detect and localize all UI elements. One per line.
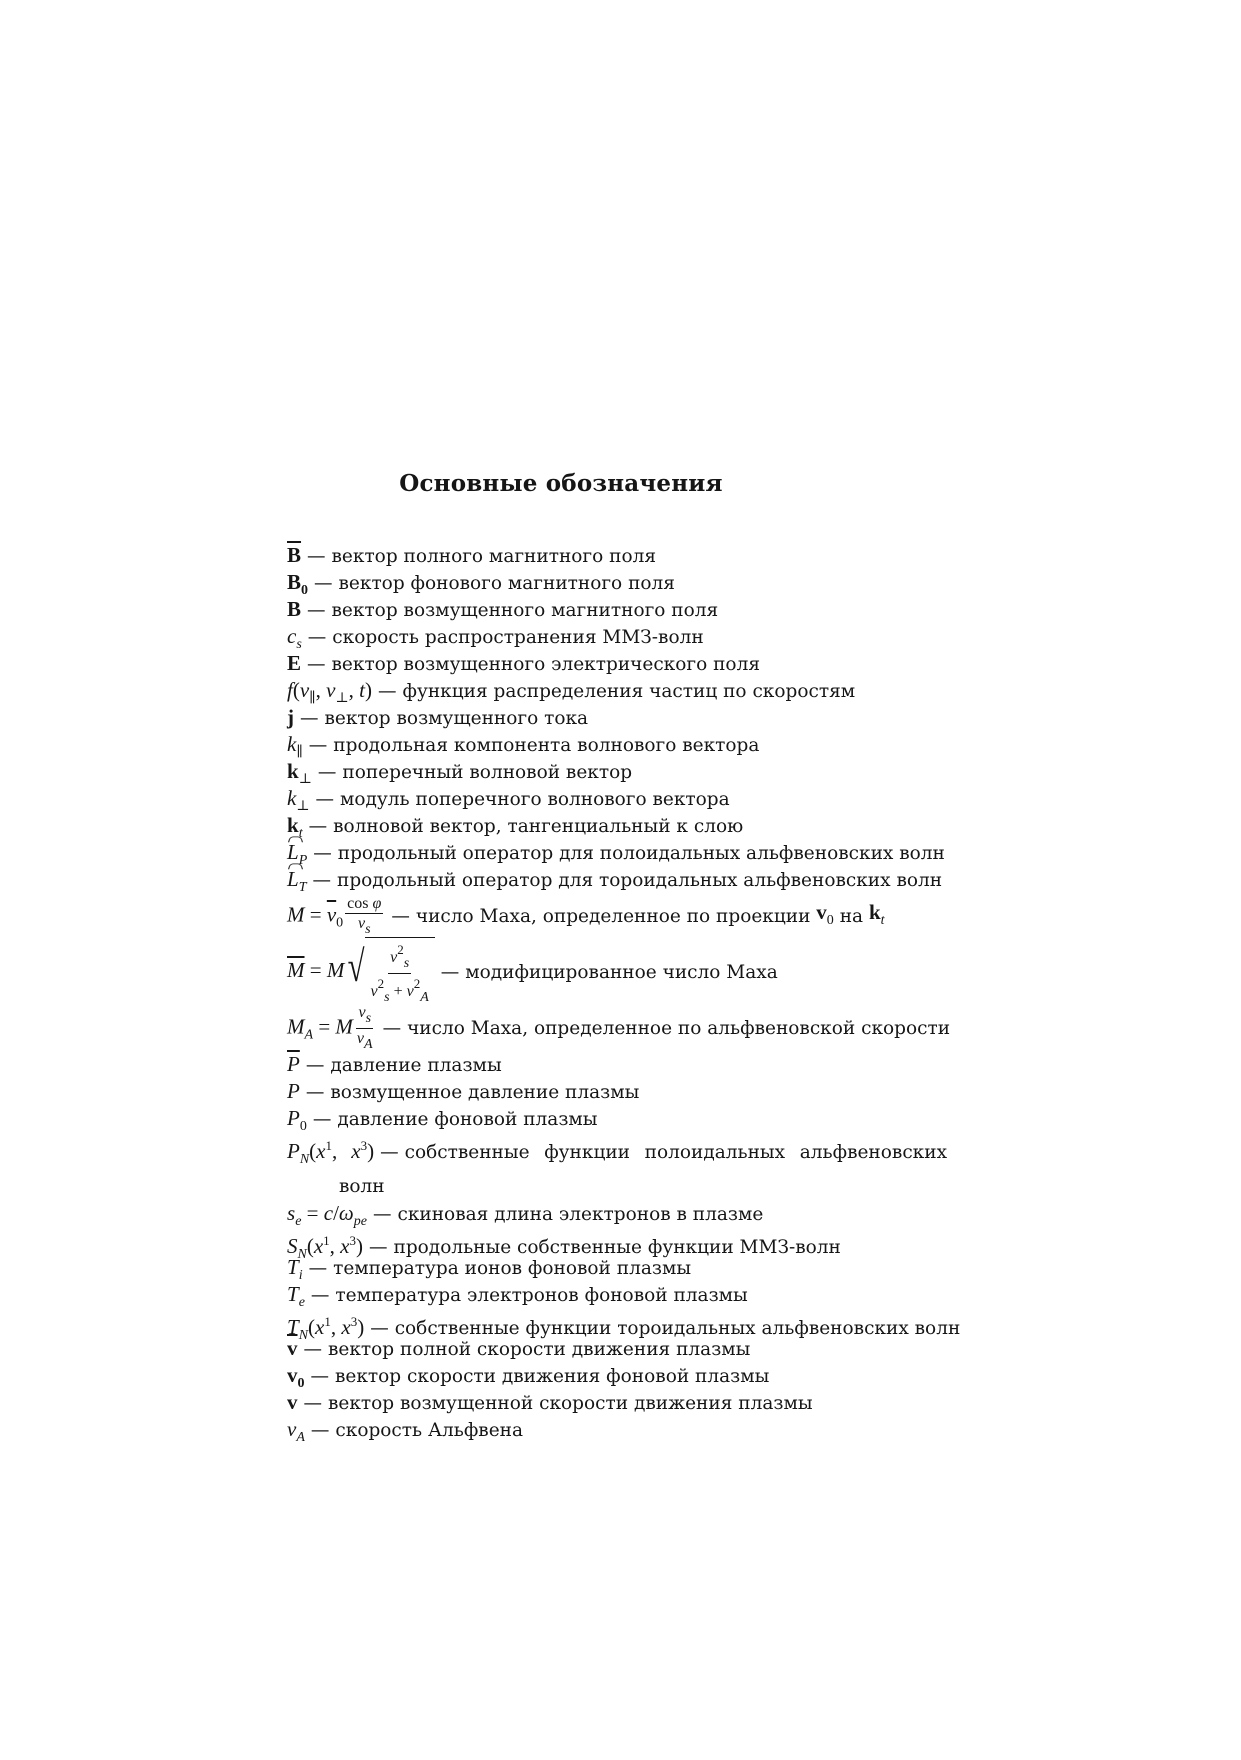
description: температура электронов фоновой плазмы [335,1285,748,1306]
symbol: $M = \overline{v}_0$ $\frac{\text{cos φ}}{vs}$ [287,894,382,937]
symbol: $k_\perp$ [287,759,312,787]
list-item: $k_t$ — волновой вектор, тангенциальный к слою [287,813,744,841]
list-item: $B_0$ — вектор фонового магнитного поля [287,570,675,598]
symbol: $\overline{v}$ [287,1336,298,1360]
list-item: $T_i$ — температура ионов фоновой плазмы [287,1255,692,1283]
description: волновой вектор, тангенциальный к слою [333,816,744,837]
page-title: Основные обозначения [399,470,723,497]
list-item: $v_0$ — вектор скорости движения фоновой плазмы [287,1363,770,1391]
symbol: $v_A$ [287,1417,305,1445]
symbol: E [287,651,302,675]
description: вектор возмущенного магнитного поля [331,600,719,621]
description: возмущенное давление плазмы [330,1082,640,1103]
description: число Маха, определенное по альфвеновской скорости [407,1017,951,1039]
list-item: v — вектор возмущенной скорости движения плазмы [287,1390,813,1414]
list-item: $\overline{M} = M$ √ $\frac{v^2s}{v^2s + v^2A}$ — модифицированное число Маха [287,939,947,1005]
list-item: $s_e = c/\omega_{pe}$ — скиновая длина электронов в плазме [287,1201,764,1229]
description: вектор возмущенной скорости движения плазмы [328,1393,813,1414]
description: температура ионов фоновой плазмы [333,1258,692,1279]
description: вектор полной скорости движения плазмы [328,1339,751,1360]
description: продольный оператор для полоидальных альфвеновских волн [337,843,945,864]
description: давление плазмы [330,1055,502,1076]
symbol: $s_e = c/\omega_{pe}$ [287,1201,367,1229]
description: давление фоновой плазмы [337,1109,598,1130]
description: скорость распространения ММЗ-волн [332,627,704,648]
list-item: $S_N(x^1$, $x^3$) — продольные собственные функции ММЗ-волн [287,1233,841,1262]
description: число Маха, определенное по проекции [415,905,811,927]
symbol: $L_T$ [287,867,307,895]
symbol: B [287,597,302,621]
symbol: $f(v_\parallel$, $v_\perp$, t) [287,678,372,706]
list-item: $\overline{B}$ — вектор полного магнитного поля [287,543,657,567]
symbol: $T_e$ [287,1282,305,1310]
list-item: $c_s$ — скорость распространения ММЗ-волн [287,624,704,652]
symbol: $\overline{M} = M$ √ $\frac{v^2s}{v^2s + v^2A}$ [287,937,435,1007]
symbol: $v_0$ [287,1363,305,1391]
list-item: B — вектор возмущенного магнитного поля [287,597,719,621]
description: вектор возмущенного электрического поля [331,654,760,675]
symbol: $k_\perp$ [287,786,310,814]
list-item: E — вектор возмущенного электрического поля [287,651,760,675]
list-item: $k_\perp$ — поперечный волновой вектор [287,759,633,787]
list-item: $\overline{v}$ — вектор полной скорости движения плазмы [287,1336,751,1360]
symbol: $S_N(x^1$, $x^3$) [287,1233,363,1262]
list-item: $M_A = M$ $\frac{vs}{vA}$ — число Маха, определенное по альфвеновской скорости [287,1003,951,1052]
notation-list [287,542,961,1445]
description: скорость Альфвена [335,1420,524,1441]
description: вектор возмущенного тока [324,708,589,729]
list-item: $L_P$ — продольный оператор для полоидальных альфвеновских волн [287,840,945,868]
description: продольные собственные функции ММЗ-волн [393,1237,841,1258]
list-item: $v_A$ — скорость Альфвена [287,1417,524,1445]
symbol: $T_N(x^1$, $x^3$) [287,1314,365,1343]
symbol: $M_A = M$ $\frac{vs}{vA}$ [287,1003,373,1052]
symbol: $\overline{B}$ [287,543,302,567]
symbol: $c_s$ [287,624,302,652]
description: продольная компонента волнового вектора [333,735,760,756]
list-item: $f(v_\parallel$, $v_\perp$, t) — функция распределения частиц по скоростям [287,678,856,706]
symbol: v [287,1390,298,1414]
symbol: $\overline{P}$ [287,1052,300,1076]
list-item: j — вектор возмущенного тока [287,705,589,729]
description: продольный оператор для тороидальных альфвеновских волн [336,870,943,891]
symbol: $k_t$ [287,813,303,841]
symbol: $B_0$ [287,570,309,598]
description: вектор фонового магнитного поля [338,573,675,594]
description: вектор скорости движения фоновой плазмы [335,1366,770,1387]
list-item: $M = \overline{v}_0$ $\frac{\text{cos φ}}{vs}$ — число Маха, определенное по проекции $v_0$ на $k_t$ [287,894,885,937]
list-item: $k_\perp$ — модуль поперечного волнового вектора [287,786,730,814]
symbol: P [287,1079,300,1103]
symbol: $T_i$ [287,1255,303,1283]
list-item: P — возмущенное давление плазмы [287,1079,640,1103]
symbol: $P_0$ [287,1106,307,1134]
description: поперечный волновой вектор [342,762,633,783]
description: собственные функции тороидальных альфвеновских волн [394,1318,961,1339]
description: модифицированное число Маха [465,961,778,983]
symbol: $L_P$ [287,840,308,868]
description: вектор полного магнитного поля [331,546,657,567]
list-item: $L_T$ — продольный оператор для тороидальных альфвеновских волн [287,867,943,895]
symbol: $P_N(x^1$, $x^3$) [287,1138,375,1167]
list-item: $\overline{P}$ — давление плазмы [287,1052,502,1076]
list-item: $P_0$ — давление фоновой плазмы [287,1106,598,1134]
symbol: j [287,705,294,729]
description: модуль поперечного волнового вектора [340,789,730,810]
description: скиновая длина электронов в плазме [397,1204,764,1225]
list-item: $P_N(x^1$, $x^3$) — собственные функции полоидальных альфвеновских волн [287,1138,948,1197]
list-item: $k_\parallel$ — продольная компонента волнового вектора [287,732,760,760]
symbol: $k_\parallel$ [287,732,303,760]
list-item: $T_e$ — температура электронов фоновой плазмы [287,1282,748,1310]
list-item: $T_N(x^1$, $x^3$) — собственные функции тороидальных альфвеновских волн [287,1314,961,1343]
description: собственные функции полоидальных альфвеновских волн [339,1142,948,1197]
description: функция распределения частиц по скоростям [402,681,856,702]
